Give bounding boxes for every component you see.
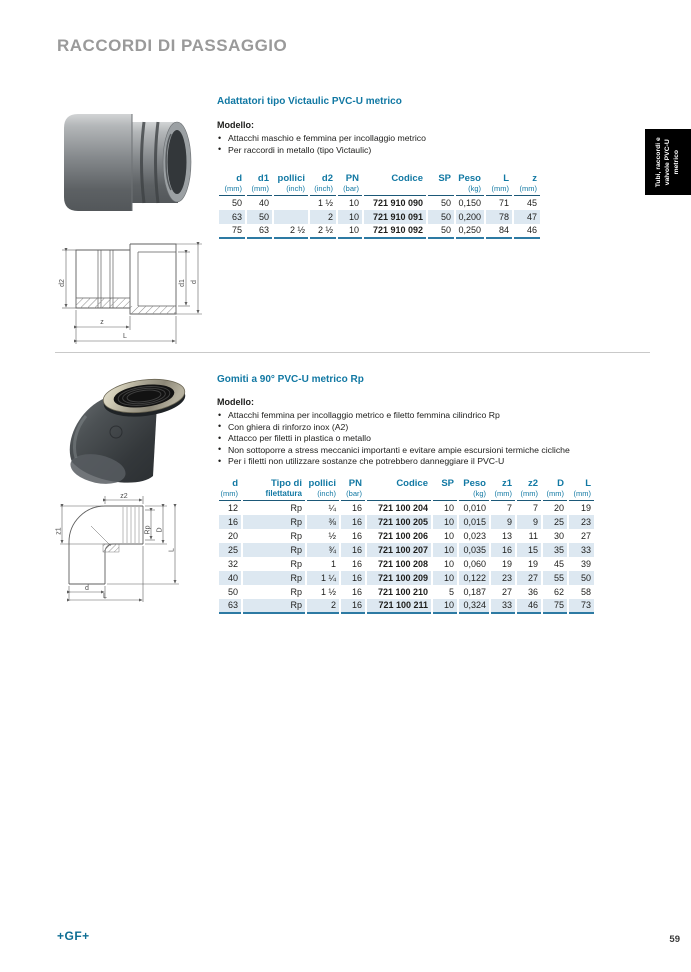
table-cell: Rp xyxy=(242,501,306,515)
table-cell: 71 xyxy=(485,196,513,210)
dim-label-L-right: L xyxy=(168,548,176,552)
bullet-item: • Con ghiera di rinforzo inox (A2) xyxy=(217,422,647,434)
table-cell: 1 ¼ xyxy=(306,571,340,585)
table-cell: 1 ½ xyxy=(306,585,340,599)
table-cell: 0,200 xyxy=(455,210,485,224)
table-cell: 16 xyxy=(340,515,366,529)
bullet-item: • Per i filetti non utilizzare sostanze che potrebbero danneggiare il PVC-U xyxy=(217,456,647,468)
table-cell: 0,122 xyxy=(458,571,490,585)
table-row xyxy=(218,501,594,515)
column-header: d1 xyxy=(246,172,273,184)
table-cell: 9 xyxy=(490,515,516,529)
table-cell: 721 100 208 xyxy=(366,557,432,571)
column-header: D xyxy=(542,477,568,489)
dim-label-d: d xyxy=(191,280,198,284)
table-cell: 15 xyxy=(516,543,542,557)
column-header: PN xyxy=(340,477,366,489)
column-unit: (mm) xyxy=(246,184,273,196)
table-cell: 12 xyxy=(218,501,242,515)
table-cell: 25 xyxy=(218,543,242,557)
table-cell: 19 xyxy=(568,501,594,515)
table-row xyxy=(218,557,594,571)
page-title: RACCORDI DI PASSAGGIO xyxy=(57,36,288,55)
table-cell: Rp xyxy=(242,515,306,529)
table-row xyxy=(218,543,594,557)
table-cell: 721 100 210 xyxy=(366,585,432,599)
table-cell: 2 ½ xyxy=(273,224,309,238)
table-cell: 10 xyxy=(337,210,363,224)
column-header: Codice xyxy=(366,477,432,489)
table-cell: 36 xyxy=(516,585,542,599)
dim-label-z1: z1 xyxy=(55,527,63,535)
table-cell: 10 xyxy=(432,599,458,613)
table-cell: 16 xyxy=(218,515,242,529)
table-cell: 10 xyxy=(432,557,458,571)
table-cell: 721 910 091 xyxy=(363,210,427,224)
table-cell: 0,035 xyxy=(458,543,490,557)
section-divider xyxy=(55,352,650,353)
section1-table xyxy=(217,172,540,239)
table-cell: 2 xyxy=(306,599,340,613)
column-header: d xyxy=(218,172,246,184)
table-cell: ½ xyxy=(306,529,340,543)
column-header: SP xyxy=(432,477,458,489)
table-cell: Rp xyxy=(242,529,306,543)
column-unit: (mm) xyxy=(516,489,542,501)
table-cell: 10 xyxy=(432,501,458,515)
column-unit: (mm) xyxy=(218,184,246,196)
table-cell: 9 xyxy=(516,515,542,529)
column-unit: (mm) xyxy=(513,184,540,196)
table-cell: 10 xyxy=(432,543,458,557)
table-cell: 62 xyxy=(542,585,568,599)
table-cell: 35 xyxy=(542,543,568,557)
table-row xyxy=(218,224,540,238)
table-cell: 63 xyxy=(218,210,246,224)
table-cell: 1 ½ xyxy=(309,196,337,210)
table-cell: 10 xyxy=(432,571,458,585)
table-cell: 10 xyxy=(432,515,458,529)
column-header: d2 xyxy=(309,172,337,184)
table-cell: 721 100 205 xyxy=(366,515,432,529)
table-cell: ⅜ xyxy=(306,515,340,529)
section1-bullet-list xyxy=(217,133,647,156)
table-cell: 16 xyxy=(340,585,366,599)
table-cell: 721 100 206 xyxy=(366,529,432,543)
table-cell: 63 xyxy=(218,599,242,613)
table-cell: 40 xyxy=(218,571,242,585)
table-cell: 50 xyxy=(568,571,594,585)
table-cell: 721 100 211 xyxy=(366,599,432,613)
table-cell: 50 xyxy=(427,210,455,224)
section2-heading: Gomiti a 90° PVC-U metrico Rp xyxy=(217,374,364,385)
chapter-side-tab xyxy=(645,129,691,195)
table-cell: 78 xyxy=(485,210,513,224)
column-unit xyxy=(366,489,432,501)
table-cell: Rp xyxy=(242,571,306,585)
section2-model-label: Modello: xyxy=(217,397,254,407)
table-cell: 0,010 xyxy=(458,501,490,515)
table-row xyxy=(218,210,540,224)
table-row xyxy=(218,585,594,599)
table-cell: 16 xyxy=(340,599,366,613)
chapter-side-tab-text xyxy=(655,137,681,187)
column-unit xyxy=(363,184,427,196)
product-photo-victaulic-adapter xyxy=(58,110,203,215)
table-row xyxy=(218,599,594,613)
table-cell: 7 xyxy=(516,501,542,515)
dim-label-z: z xyxy=(100,319,104,326)
technical-drawing-adapter xyxy=(56,226,206,348)
table-cell: 27 xyxy=(516,571,542,585)
dim-label-d1: d1 xyxy=(179,279,186,287)
column-header: pollici xyxy=(273,172,309,184)
table-cell: 5 xyxy=(432,585,458,599)
dim-label-d2: d2 xyxy=(59,279,66,287)
side-tab-line: Tubi, raccordi e xyxy=(654,136,662,188)
table-cell: 58 xyxy=(568,585,594,599)
column-header: Peso xyxy=(458,477,490,489)
column-header: d xyxy=(218,477,242,489)
column-unit: (inch) xyxy=(306,489,340,501)
table-cell: 2 ½ xyxy=(309,224,337,238)
column-unit: (mm) xyxy=(568,489,594,501)
column-unit: (bar) xyxy=(340,489,366,501)
column-unit: (mm) xyxy=(542,489,568,501)
table-cell: 1 xyxy=(306,557,340,571)
column-header: z1 xyxy=(490,477,516,489)
table-cell: 0,060 xyxy=(458,557,490,571)
table-cell: 33 xyxy=(568,543,594,557)
table-row xyxy=(218,529,594,543)
dim-label-D: D xyxy=(156,527,164,533)
section1-heading: Adattatori tipo Victaulic PVC-U metrico xyxy=(217,96,402,107)
section1-model-label: Modello: xyxy=(217,120,254,130)
table-cell: 721 100 204 xyxy=(366,501,432,515)
table-cell: 721 100 209 xyxy=(366,571,432,585)
column-unit: (inch) xyxy=(273,184,309,196)
table-cell: 46 xyxy=(516,599,542,613)
dim-label-Rp: Rp xyxy=(144,525,152,535)
column-unit: (mm) xyxy=(490,489,516,501)
table-cell: 16 xyxy=(340,501,366,515)
table-cell: 19 xyxy=(490,557,516,571)
table-cell: 50 xyxy=(246,210,273,224)
table-cell: 11 xyxy=(516,529,542,543)
table-cell: 84 xyxy=(485,224,513,238)
table-cell: 23 xyxy=(568,515,594,529)
table-cell: Rp xyxy=(242,585,306,599)
dim-label-L-bottom: L xyxy=(103,593,107,600)
column-header: L xyxy=(568,477,594,489)
table-cell: Rp xyxy=(242,557,306,571)
table-cell: 7 xyxy=(490,501,516,515)
side-tab-line: metrico xyxy=(672,149,680,175)
table-cell: 16 xyxy=(340,557,366,571)
table-cell: 10 xyxy=(337,224,363,238)
table-cell: 50 xyxy=(427,196,455,210)
column-header: Codice xyxy=(363,172,427,184)
table-cell: 10 xyxy=(432,529,458,543)
table-cell: 27 xyxy=(568,529,594,543)
column-unit: (inch) xyxy=(309,184,337,196)
table-cell: ¼ xyxy=(306,501,340,515)
section2-table xyxy=(217,477,594,614)
table-cell: 19 xyxy=(516,557,542,571)
table-cell: 75 xyxy=(542,599,568,613)
table-row xyxy=(218,571,594,585)
bullet-item: • Attacchi maschio e femmina per incollaggio metrico xyxy=(217,133,647,145)
table-cell: 46 xyxy=(513,224,540,238)
table-cell: 40 xyxy=(246,196,273,210)
table-cell: 16 xyxy=(340,543,366,557)
table-cell: 0,023 xyxy=(458,529,490,543)
table-cell: 32 xyxy=(218,557,242,571)
table-cell: 0,324 xyxy=(458,599,490,613)
column-unit: (mm) xyxy=(485,184,513,196)
column-unit: (bar) xyxy=(337,184,363,196)
column-unit: (kg) xyxy=(455,184,485,196)
column-header: SP xyxy=(427,172,455,184)
table-cell: 0,150 xyxy=(455,196,485,210)
bullet-item: • Non sottoporre a stress meccanici importanti e evitare ampie escursioni termiche cicliche xyxy=(217,445,647,457)
column-header: PN xyxy=(337,172,363,184)
table-row xyxy=(218,515,594,529)
column-header: z xyxy=(513,172,540,184)
table-row xyxy=(218,196,540,210)
table-cell xyxy=(273,196,309,210)
column-header: Peso xyxy=(455,172,485,184)
table-cell: 10 xyxy=(337,196,363,210)
bullet-item: • Per raccordi in metallo (tipo Victaulic) xyxy=(217,145,647,157)
table-cell: 27 xyxy=(490,585,516,599)
table-cell: 2 xyxy=(309,210,337,224)
column-header: pollici xyxy=(306,477,340,489)
table-cell: 23 xyxy=(490,571,516,585)
gf-logo: +GF+ xyxy=(57,929,90,943)
table-cell: 0,250 xyxy=(455,224,485,238)
table-cell: 16 xyxy=(490,543,516,557)
table-cell xyxy=(273,210,309,224)
column-header: z2 xyxy=(516,477,542,489)
side-tab-line: valvole PVC-U xyxy=(663,138,671,186)
table-cell: 50 xyxy=(427,224,455,238)
page-number: 59 xyxy=(669,934,680,945)
table-cell: 47 xyxy=(513,210,540,224)
table-cell: 63 xyxy=(246,224,273,238)
table-cell: 45 xyxy=(542,557,568,571)
bullet-item: • Attacchi femmina per incollaggio metrico e filetto femmina cilindrico Rp xyxy=(217,410,647,422)
table-cell: 30 xyxy=(542,529,568,543)
table-cell: 13 xyxy=(490,529,516,543)
table-cell: 73 xyxy=(568,599,594,613)
table-cell: 55 xyxy=(542,571,568,585)
table-cell: 0,015 xyxy=(458,515,490,529)
table-cell: 33 xyxy=(490,599,516,613)
dim-label-z2: z2 xyxy=(120,493,128,500)
column-header: Tipo di xyxy=(242,477,306,489)
table-cell: 721 910 092 xyxy=(363,224,427,238)
table-cell: Rp xyxy=(242,543,306,557)
column-unit xyxy=(427,184,455,196)
table-cell: 20 xyxy=(542,501,568,515)
bullet-item: • Attacco per filetti in plastica o metallo xyxy=(217,433,647,445)
table-cell: 721 100 207 xyxy=(366,543,432,557)
dim-label-d: d xyxy=(85,585,89,592)
column-header: L xyxy=(485,172,513,184)
table-cell: 50 xyxy=(218,585,242,599)
column-unit: (kg) xyxy=(458,489,490,501)
table-cell: 16 xyxy=(340,529,366,543)
column-unit xyxy=(432,489,458,501)
table-cell: 75 xyxy=(218,224,246,238)
table-cell: 50 xyxy=(218,196,246,210)
table-cell: ¾ xyxy=(306,543,340,557)
technical-drawing-elbow xyxy=(55,492,195,604)
table-cell: Rp xyxy=(242,599,306,613)
section2-bullet-list xyxy=(217,410,647,468)
table-cell: 721 910 090 xyxy=(363,196,427,210)
product-photo-elbow xyxy=(56,366,186,488)
table-cell: 25 xyxy=(542,515,568,529)
column-unit: filettatura xyxy=(242,489,306,501)
table-cell: 39 xyxy=(568,557,594,571)
table-cell: 45 xyxy=(513,196,540,210)
table-cell: 0,187 xyxy=(458,585,490,599)
table-cell: 16 xyxy=(340,571,366,585)
dim-label-L: L xyxy=(123,333,127,340)
table-cell: 20 xyxy=(218,529,242,543)
column-unit: (mm) xyxy=(218,489,242,501)
